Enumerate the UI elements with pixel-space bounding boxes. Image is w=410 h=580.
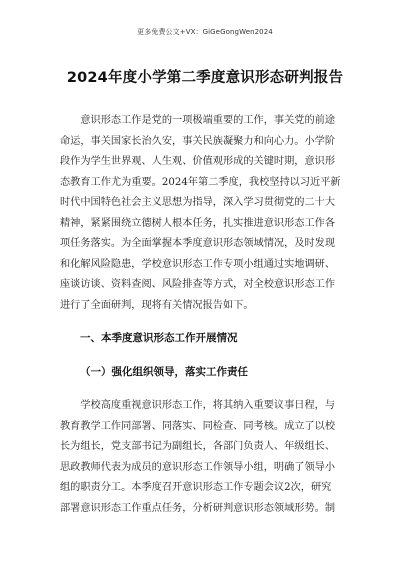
paragraph-line: 精神，紧紧围绕立德树人根本任务，扎实推进意识形态工作各 <box>60 217 336 229</box>
subsection-heading: （一）强化组织领导，落实工作责任 <box>80 366 248 378</box>
paragraph-line: 命运，事关国家长治久安，事关民族凝聚力和向心力。小学阶 <box>60 135 336 147</box>
paragraph-intro <box>60 111 352 316</box>
paragraph-organization <box>60 396 352 519</box>
paragraph-line: 组的职责分工。本季度召开意识形态工作专题会议2次，研究 <box>60 482 332 493</box>
paragraph-line: 学校高度重视意识形态工作，将其纳入重要议事日程，与 <box>60 400 336 411</box>
paragraph-line: 意识形态工作是党的一项极端重要的工作，事关党的前途 <box>60 115 336 126</box>
paragraph-line: 长为组长，党支部书记为副组长，各部门负责人、年级组长、 <box>60 441 336 452</box>
paragraph-line: 和化解风险隐患，学校意识形态工作专项小组通过实地调研、 <box>60 258 336 270</box>
document-title: 2024年度小学第二季度意识形态研判报告 <box>66 70 344 86</box>
section-heading: 一、本季度意识形态工作开展情况 <box>80 332 238 344</box>
paragraph-line: 段作为学生世界观、人生观、价值观形成的关键时期，意识形 <box>60 156 336 167</box>
paragraph-line: 部署意识形态工作重点任务，分析研判意识形态领域形势。制 <box>60 502 336 514</box>
paragraph-line: 进行了全面研判，现将有关情况报告如下。 <box>60 299 254 311</box>
paragraph-line: 思政教师代表为成员的意识形态工作领导小组，明确了领导小 <box>60 461 336 473</box>
paragraph-line: 项任务落实。为全面掌握本季度意识形态领域情况，及时发现 <box>60 238 336 249</box>
paragraph-line: 座谈访谈、资料查阅、风险排查等方式，对全校意识形态工作 <box>60 279 336 290</box>
header-note: 更多免费公文+VX：GiGeGongWen2024 <box>137 28 273 36</box>
paragraph-line: 态教育工作尤为重要。2024年第二季度，我校坚持以习近平新 <box>60 176 341 188</box>
paragraph-line: 时代中国特色社会主义思想为指导，深入学习贯彻党的二十大 <box>60 197 336 208</box>
paragraph-line: 教育教学工作同部署、同落实、同检查、同考核。成立了以校 <box>60 420 336 432</box>
